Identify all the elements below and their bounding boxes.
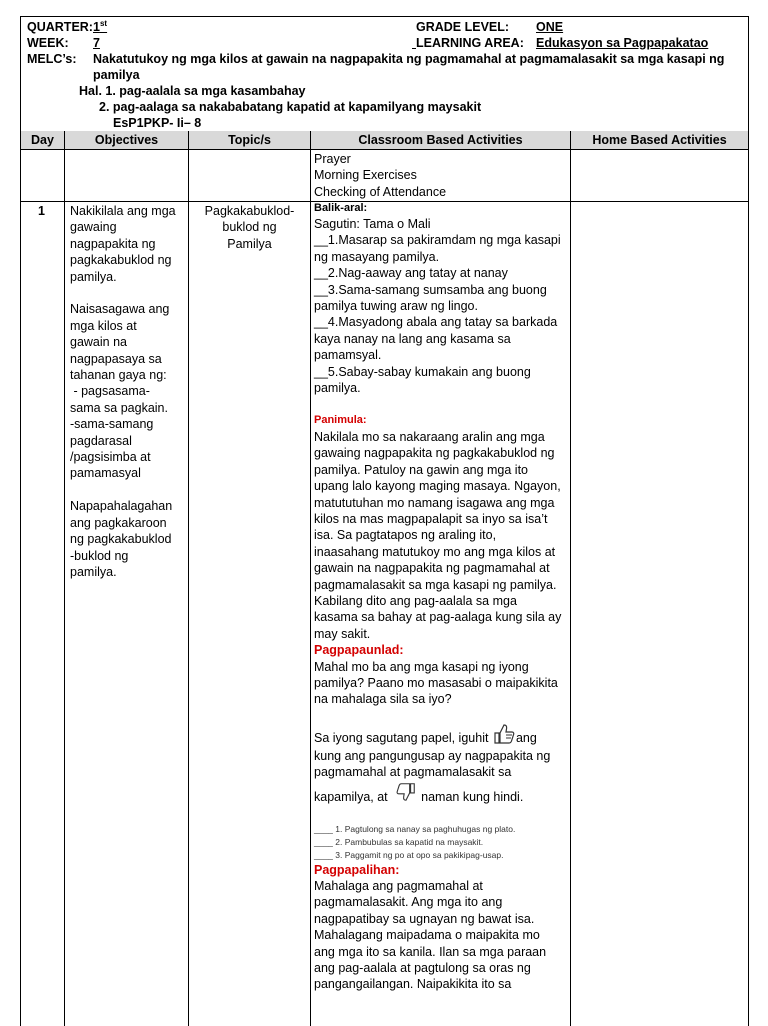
paragraph-line: pagmamalasakit sa mga kasapi ng pamilya. (314, 577, 557, 592)
area-label: LEARNING AREA: (416, 36, 524, 50)
lesson-plan-sheet (20, 16, 749, 1026)
paragraph-line: isa. Sa pagtatapos ng araling ito, (314, 528, 497, 543)
objective-line: /pagsisimba at (70, 450, 151, 465)
objective-line: nagpapakita ng (70, 236, 156, 251)
col-classroom: Classroom Based Activities (358, 133, 523, 147)
col-day: Day (31, 133, 54, 147)
exercise-item: ____ 3. Paggamit ng po at opo sa pakikipag-usap. (314, 849, 504, 860)
topic-line: Pagkakabuklod- (204, 204, 295, 218)
quiz-line: __1.Masarap sa pakiramdam ng mga kasapi (314, 233, 561, 248)
col-objectives: Objectives (94, 133, 159, 147)
quiz-line: __4.Masyadong abala ang tatay sa barkada (314, 315, 558, 330)
melc-code: EsP1PKP- Ii– 8 (113, 116, 202, 130)
list-item: Prayer (314, 152, 351, 166)
balik-aral-label: Balik-aral: (314, 202, 368, 214)
objective-line: pamilya. (70, 564, 117, 579)
spacer (314, 811, 568, 823)
objective-line: -buklod ng (70, 548, 129, 563)
spacer (314, 396, 568, 412)
quiz-line: __2.Nag-aaway ang tatay at nanay (314, 266, 508, 281)
example-line2: 2. pag-aalaga sa nakababatang kapatid at kapamilyang maysakit (99, 100, 482, 114)
grade-label: GRADE LEVEL: (416, 20, 510, 34)
topic-line: buklod ng (222, 220, 277, 235)
header-block (21, 17, 748, 132)
paragraph-line: gawain na nagpapakita ng pagmamahal at (314, 561, 550, 576)
objective-line: pamilya. (70, 269, 117, 284)
quiz-line: ng masayang pamilya. (314, 249, 440, 264)
pagpapaunlad-label: Pagpapaunlad: (314, 643, 404, 658)
spacer (314, 708, 568, 722)
topic-line: Pamilya (227, 236, 272, 251)
exercise-item: ____ 2. Pambubulas sa kapatid na maysakit. (314, 836, 484, 847)
area-value: Edukasyon sa Pagpapakatao (536, 36, 709, 50)
paragraph-line: matututuhan mo namang isagawa ang mga (314, 495, 555, 510)
paragraph-line: Mahal mo ba ang mga kasapi ng iyong (314, 659, 529, 674)
melc-line1: Nakatutukoy ng mga kilos at gawain na nagpapakita ng pagmamahal at pagmamalasakit sa mga kasapi ng (93, 52, 725, 66)
objective-line: mga kilos at (70, 318, 137, 333)
grade-value: ONE (536, 20, 564, 34)
column-header-row (21, 131, 748, 150)
paragraph-line: na mahalaga sila sa iyo? (314, 692, 452, 707)
objective-line: gawain na (70, 335, 127, 350)
paragraph-line: nagpapatibay sa ugnayan ng bawat isa. (314, 911, 535, 926)
instruction-text: naman kung hindi. (421, 789, 524, 804)
paragraph-line: may sakit. (314, 626, 371, 641)
divider (570, 131, 571, 1026)
quarter-label: QUARTER: (27, 20, 93, 34)
paragraph-line: pamilya. Patuloy na gawin ang mga ito (314, 462, 529, 477)
objectives-cell (70, 203, 186, 580)
instruction-text: kapamilya, at (314, 789, 388, 804)
quiz-line: __3.Sama-samang sumsamba ang buong (314, 282, 547, 297)
paragraph-line: Kabilang dito ang pag-aalala sa mga (314, 593, 517, 608)
paragraph-line: Nakilala mo sa nakaraang aralin ang mga (314, 429, 545, 444)
objective-line: ang pagkakaroon (70, 515, 167, 530)
objective-line: gawaing (70, 220, 117, 235)
divider (64, 131, 65, 1026)
topic-cell (189, 203, 310, 252)
quiz-line: pamilya tuwing araw ng lingo. (314, 299, 478, 314)
quiz-line: pamamsyal. (314, 348, 382, 363)
paragraph-line: pangangailangan. Naipakikita ito sa (314, 977, 512, 992)
paragraph-line: pamilya? Paano mo masasabi o maipakikita (314, 675, 558, 690)
pagpapalihan-label: Pagpapalihan: (314, 862, 400, 877)
exercise-item: ____ 1. Pagtulong sa nanay sa paghuhugas ng plato. (314, 823, 516, 834)
divider (310, 131, 311, 1026)
paragraph-line: inaasahang matutukoy mo ang mga kilos at (314, 544, 556, 559)
objective-line: nagpapasaya sa (70, 351, 162, 366)
classroom-activities-cell (314, 201, 568, 993)
melc-label: MELC’s: (27, 52, 77, 66)
paragraph-line: gawaing nagpapakita ng pagkakabuklod ng (314, 446, 555, 461)
day-number: 1 (38, 204, 45, 218)
objective-line: tahanan gaya ng: (70, 368, 167, 383)
example-line1: Hal. 1. pag-aalala sa mga kasambahay (79, 84, 306, 98)
sagutin-line: Sagutin: Tama o Mali (314, 217, 431, 231)
objective-line: pagkakabuklod ng (70, 253, 172, 268)
objective-line: pamamasyal (70, 466, 141, 481)
objective-line: -sama-samang (70, 417, 154, 432)
opening-row (21, 150, 748, 202)
quiz-line: pamilya. (314, 381, 361, 396)
objective-line: pagdarasal (70, 433, 132, 448)
paragraph-line: kasama sa bahay at pag-aalaga kung sila ay (314, 610, 562, 625)
week-label: WEEK: (27, 36, 69, 50)
instruction-text: ang (515, 730, 537, 745)
col-home: Home Based Activities (592, 133, 727, 147)
thumbs-down-icon (395, 781, 417, 814)
objective-line: Napapahalagahan (70, 499, 173, 514)
quiz-line: __5.Sabay-sabay kumakain ang buong (314, 364, 531, 379)
divider (188, 131, 189, 1026)
panimula-label: Panimula: (314, 414, 367, 427)
paragraph-line: pagmamalasakit. Ang mga ito ang (314, 895, 503, 910)
paragraph-line: Mahalagang maipadama o maipakita mo (314, 928, 540, 943)
quarter-value: 1st (93, 18, 108, 34)
col-topics: Topic/s (228, 133, 271, 147)
quiz-line: kaya nanay na lang ang kasama sa (314, 331, 511, 346)
opening-activities (314, 151, 568, 200)
paragraph-line: ang pag-aalala at pagtulong sa oras ng (314, 961, 531, 976)
instruction-line: pagmamahal at pagmamalasakit sa (314, 765, 512, 780)
paragraph-line: upang lalo kayong maging masaya. Ngayon, (314, 479, 561, 494)
objective-line: sama sa pagkain. (70, 400, 168, 415)
objective-line: Naisasagawa ang (70, 302, 170, 317)
objective-line: - pagsasama- (70, 384, 150, 399)
paragraph-line: kilos na mas magpapalapit sa inyo sa isa’t (314, 511, 548, 526)
spacer (70, 482, 186, 498)
paragraph-line: Mahalaga ang pagmamahal at (314, 879, 483, 893)
paragraph-line: ang mga ito sa kanila. Ilan sa mga paraan (314, 944, 547, 959)
spacer (70, 285, 186, 301)
instruction-text: Sa iyong sagutang papel, iguhit (314, 730, 489, 745)
melc-line2: pamilya (93, 68, 140, 82)
list-item: Checking of Attendance (314, 184, 447, 199)
list-item: Morning Exercises (314, 168, 417, 183)
objective-line: ng pagkakabuklod (70, 532, 172, 547)
objective-line: Nakikilala ang mga (70, 204, 176, 218)
instruction-line: kung ang pangungusap ay nagpapakita ng (314, 748, 551, 763)
instruction-line (314, 722, 568, 748)
week-value: 7 (93, 36, 100, 50)
instruction-line (314, 781, 568, 811)
